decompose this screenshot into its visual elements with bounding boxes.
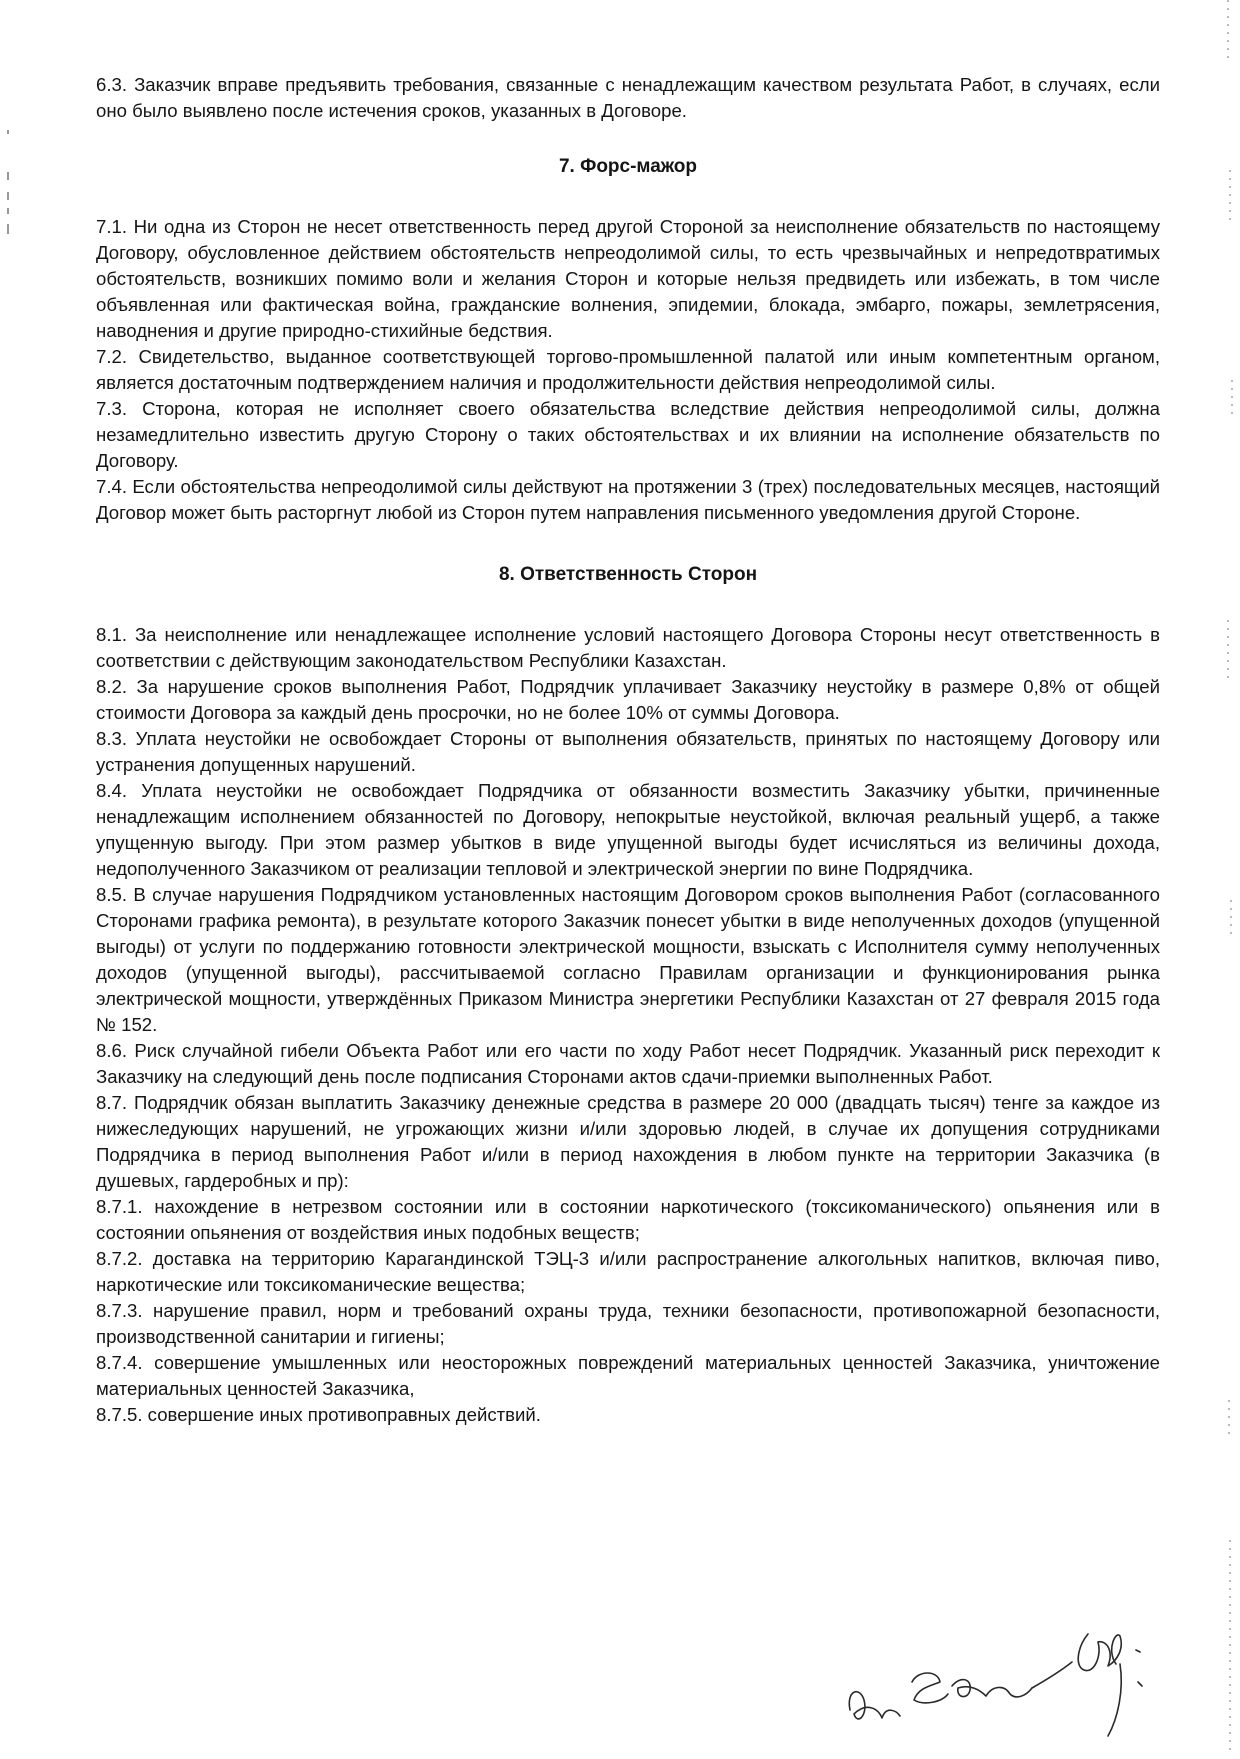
clause-8-7-2: 8.7.2. доставка на территорию Карагандинской ТЭЦ-3 и/или распространение алкогольных напитков, включая пиво, наркотические или токсикоманические вещества; [96, 1248, 1160, 1295]
clause-8-3: 8.3. Уплата неустойки не освобождает Стороны от выполнения обязательств, принятых по настоящему Договору или устранения допущенных нарушений. [96, 728, 1160, 775]
scan-margin-marks [4, 130, 14, 250]
clause-7-3: 7.3. Сторона, которая не исполняет своего обязательства вследствие действия непреодолимой силы, должна незамедлительно известить другую Сторону о таких обстоятельствах и их влиянии на исполнение обязательств по Договору. [96, 398, 1160, 471]
clause-8-2: 8.2. За нарушение сроков выполнения Работ, Подрядчик уплачивает Заказчику неустойку в размере 0,8% от общей стоимости Договора за каждый день просрочки, но не более 10% от суммы Договора. [96, 676, 1160, 723]
clause-8-5: 8.5. В случае нарушения Подрядчиком установленных настоящим Договором сроков выполнения Работ (согласованного Сторонами графика ремонта), в результате которого Заказчик понесет убытки в виде неполученных доходов (упущенной выгоды) от услуги по поддержанию готовности электрической мощности, взыскать с Исполнителя сумму неполученных доходов (упущенной выгоды), рассчитываемой согласно Правилам организации и функционирования рынка электрической мощности, утверждённых Приказом Министра энергетики Республики Казахстан от 27 февраля 2015 года № 152. [96, 884, 1160, 1035]
handwritten-signature [820, 1590, 1180, 1740]
clause-8-7-4: 8.7.4. совершение умышленных или неосторожных повреждений материальных ценностей Заказчика, уничтожение материальных ценностей Заказчика, [96, 1352, 1160, 1399]
document-body [96, 72, 1160, 1428]
clause-8-7: 8.7. Подрядчик обязан выплатить Заказчику денежные средства в размере 20 000 (двадцать тысяч) тенге за каждое из нижеследующих нарушений, не угрожающих жизни и/или здоровью людей, в случае их допущения сотрудниками Подрядчика в период выполнения Работ и/или в период нахождения в любом пункте на территории Заказчика (в душевых, гардеробных и пр): [96, 1092, 1160, 1191]
clause-7-4: 7.4. Если обстоятельства непреодолимой силы действуют на протяжении 3 (трех) последовательных месяцев, настоящий Договор может быть расторгнут любой из Сторон путем направления письменного уведомления другой Стороне. [96, 476, 1160, 523]
clause-8-7-5: 8.7.5. совершение иных противоправных действий. [96, 1404, 541, 1425]
clause-7-2: 7.2. Свидетельство, выданное соответствующей торгово-промышленной палатой или иным компетентным органом, является достаточным подтверждением наличия и продолжительности действия непреодолимой силы. [96, 346, 1160, 393]
clause-8-1: 8.1. За неисполнение или ненадлежащее исполнение условий настоящего Договора Стороны несут ответственность в соответствии с действующим законодательством Республики Казахстан. [96, 624, 1160, 671]
clause-8-6: 8.6. Риск случайной гибели Объекта Работ или его части по ходу Работ несет Подрядчик. Указанный риск переходит к Заказчику на следующий день после подписания Сторонами актов сдачи-приемки выполненных Работ. [96, 1040, 1160, 1087]
clause-8-4: 8.4. Уплата неустойки не освобождает Подрядчика от обязанности возместить Заказчику убытки, причиненные ненадлежащим исполнением обязанностей по Договору, непокрытые неустойкой, включая реальный ущерб, а также упущенную выгоду. При этом размер убытков в виде упущенной выгоды будет исчисляться из величины дохода, недополученного Заказчиком от реализации тепловой и электрической энергии по вине Подрядчика. [96, 780, 1160, 879]
scan-edge-marks [1210, 0, 1240, 1754]
section-7-heading: 7. Форс-мажор [558, 156, 698, 177]
section-8-heading: 8. Ответственность Сторон [498, 564, 758, 585]
clause-8-7-1: 8.7.1. нахождение в нетрезвом состоянии или в состоянии наркотического (токсикоманического) опьянения или в состоянии опьянения от воздействия иных подобных веществ; [96, 1196, 1160, 1243]
clause-8-7-3: 8.7.3. нарушение правил, норм и требований охраны труда, техники безопасности, противопожарной безопасности, производственной санитарии и гигиены; [96, 1300, 1160, 1347]
clause-6-3: 6.3. Заказчик вправе предъявить требования, связанные с ненадлежащим качеством результата Работ, в случаях, если оно было выявлено после истечения сроков, указанных в Договоре. [96, 74, 1160, 121]
clause-7-1: 7.1. Ни одна из Сторон не несет ответственность перед другой Стороной за неисполнение обязательств по настоящему Договору, обусловленное действием обстоятельств непреодолимой силы, то есть чрезвычайных и непредотвратимых обстоятельств, возникших помимо воли и желания Сторон и которые нельзя предвидеть или избежать, в том числе объявленная или фактическая война, гражданские волнения, эпидемии, блокада, эмбарго, пожары, землетрясения, наводнения и другие природно-стихийные бедствия. [96, 216, 1160, 341]
